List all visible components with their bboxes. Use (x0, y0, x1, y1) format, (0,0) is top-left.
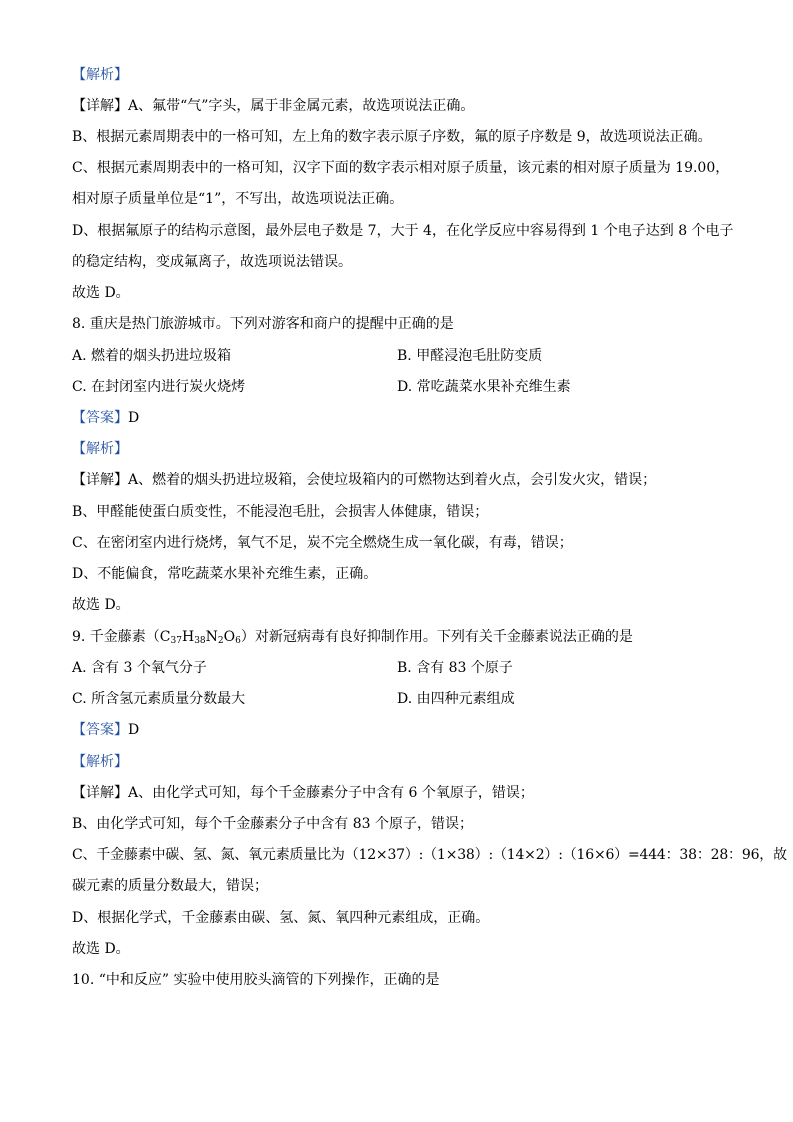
detail-label: 【详解】 (72, 98, 128, 114)
conclusion-line: 故选 D。 (72, 941, 130, 957)
q8-option-c: C. 在封闭室内进行炭火烧烤 (72, 379, 246, 395)
detail-line: C、在密闭室内进行烧烤，氧气不足，炭不完全燃烧生成一氧化碳，有毒，错误； (72, 535, 573, 551)
q8-option-d: D. 常吃蔬菜水果补充维生素 (397, 379, 571, 395)
q9-option-b: B. 含有 83 个原子 (397, 660, 513, 676)
conclusion-line: 故选 D。 (72, 285, 130, 301)
answer-label: 【答案】 (72, 410, 128, 426)
answer-value: D (128, 722, 140, 738)
detail-line (72, 96, 753, 116)
answer-value: D (128, 410, 140, 426)
q9-option-a: A. 含有 3 个氧气分子 (72, 660, 207, 676)
detail-line: C、根据元素周期表中的一格可知，汉字下面的数字表示相对原子质量，该元素的相对原子质量为 19.00， (72, 160, 730, 176)
detail-line: 碳元素的质量分数最大，错误； (72, 878, 268, 894)
detail-line: C、千金藤素中碳、氢、氮、氧元素质量比为（12×37）:（1×38）:（14×2）:（16×6）=444：38：28：96，故 (72, 847, 787, 863)
question-9-stem: 9. 千金藤素$(C_{37}H_{38}N_2O_6)$对新冠病毒有良好抑制作用。下列有关千金藤素说法正确的是 (72, 629, 633, 646)
detail-text: A、由化学式可知，每个千金藤素分子中含有 6 个氧原子，错误； (128, 785, 534, 801)
detail-line: D、根据氟原子的结构示意图，最外层电子数是 7，大于 4，在化学反应中容易得到 1 个电子达到 8 个电子 (72, 223, 734, 239)
answer-label: 【答案】 (72, 722, 128, 738)
detail-line (72, 470, 753, 490)
analysis-label: 【解析】 (72, 441, 128, 457)
detail-line: 的稳定结构，变成氟离子，故选项说法错误。 (72, 254, 352, 270)
q8-option-b: B. 甲醛浸泡毛肚防变质 (397, 348, 543, 364)
q9-option-d: D. 由四种元素组成 (397, 691, 515, 707)
q9-option-c: C. 所含氢元素质量分数最大 (72, 691, 246, 707)
detail-label: 【详解】 (72, 785, 128, 801)
question-8-stem: 8. 重庆是热门旅游城市。下列对游客和商户的提醒中正确的是 (72, 316, 454, 332)
analysis-label: 【解析】 (72, 754, 128, 770)
question-10-stem: 10. “中和反应” 实验中使用胶头滴管的下列操作，正确的是 (72, 972, 440, 988)
detail-line: B、由化学式可知，每个千金藤素分子中含有 83 个原子，错误； (72, 816, 474, 832)
detail-line: B、根据元素周期表中的一格可知，左上角的数字表示原子序数，氟的原子序数是 9，故选项说法正确。 (72, 129, 712, 145)
conclusion-line: 故选 D。 (72, 597, 130, 613)
q8-answer (72, 408, 753, 428)
detail-text: A、燃着的烟头扔进垃圾箱，会使垃圾箱内的可燃物达到着火点，会引发火灾，错误； (128, 472, 657, 488)
detail-label: 【详解】 (72, 472, 128, 488)
analysis-label: 【解析】 (72, 67, 128, 83)
detail-line (72, 783, 753, 803)
detail-line: D、不能偏食，常吃蔬菜水果补充维生素，正确。 (72, 566, 378, 582)
detail-text: A、氟带“气”字头，属于非金属元素，故选项说法正确。 (128, 98, 475, 114)
detail-line: D、根据化学式，千金藤素由碳、氢、氮、氧四种元素组成，正确。 (72, 910, 490, 926)
q8-option-a: A. 燃着的烟头扔进垃圾箱 (72, 348, 232, 364)
detail-line: 相对原子质量单位是“1”，不写出，故选项说法正确。 (72, 191, 404, 207)
detail-line: B、甲醛能使蛋白质变性，不能浸泡毛肚，会损害人体健康，错误； (72, 504, 489, 520)
q9-answer (72, 720, 753, 740)
